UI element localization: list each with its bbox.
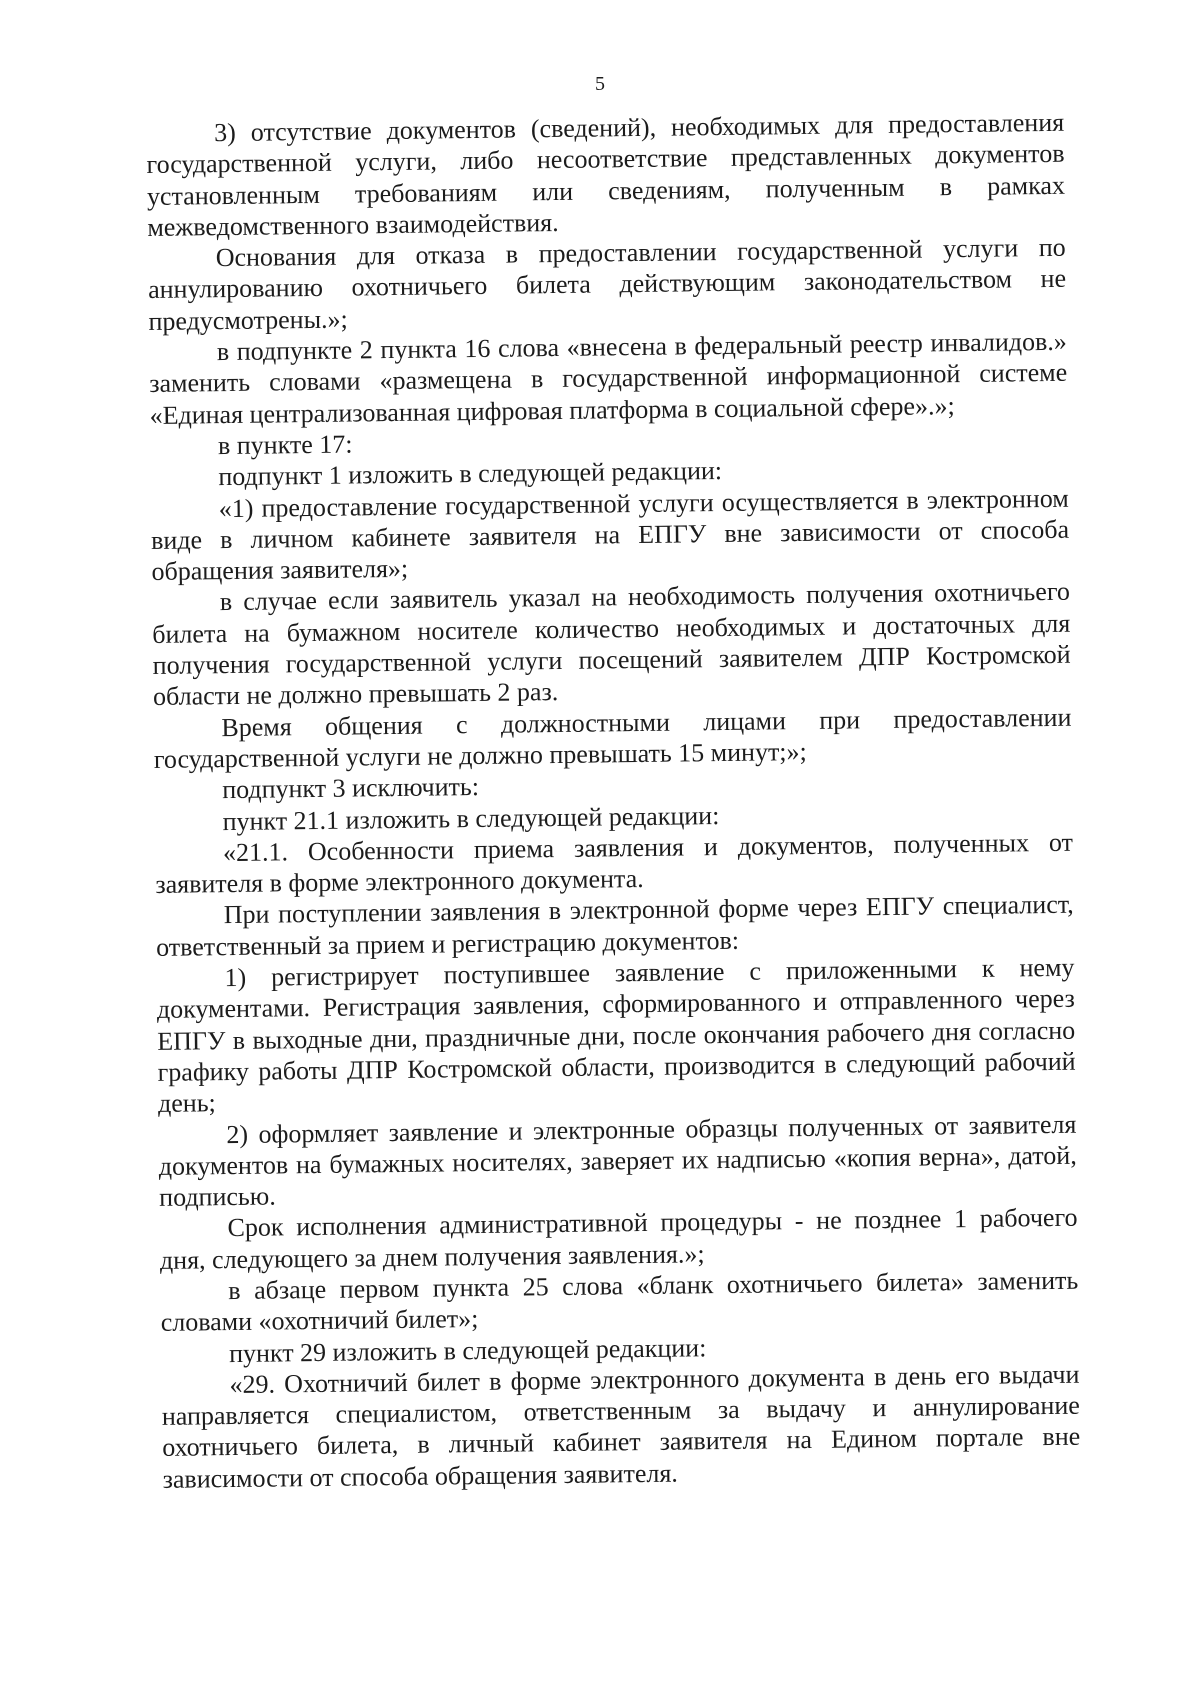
paragraph: в абзаце первом пункта 25 слова «бланк охотничьего билета» заменить словами «охотничий билет»; (160, 1265, 1079, 1338)
paragraph: пункт 29 изложить в следующей редакции: (228, 1332, 707, 1368)
paragraph: При поступлении заявления в электронной форме через ЕПГУ специалист, ответственный за прием и регистрацию документов: (155, 890, 1074, 962)
paragraph: пункт 21.1 изложить в следующей редакции: (222, 800, 720, 836)
page-number: 5 (595, 73, 605, 95)
paragraph: подпункт 1 изложить в следующей редакции: (218, 456, 723, 492)
paragraph: «1) предоставление государственной услуги осуществляется в электронном виде в личном кабинете заявителя на ЕПГУ вне зависимости от способа обращения заявителя»; (150, 483, 1070, 587)
document-body (146, 107, 1081, 1495)
paragraph: подпункт 3 исключить: (222, 772, 480, 805)
paragraph: «29. Охотничий билет в форме электронного документа в день его выдачи направляется специалистом, ответственным за выдачу и аннулирование охотничьего билета, в личный кабинет заявителя на Едином портале вне зависимости от способа обращения заявителя. (161, 1359, 1081, 1494)
paragraph: в подпункте 2 пункта 16 слова «внесена в федеральный реестр инвалидов.» заменить словами «размещена в государственной информационной системе «Единая централизованная цифровая платформа в социальной сфере».»; (149, 326, 1068, 430)
paragraph: 3) отсутствие документов (сведений), необходимых для предоставления государственной услуги, либо несоответствие представленных документов установленным требованиям или сведениям, полученным в рамках межведомственного взаимодействия. (146, 107, 1066, 242)
paragraph: Срок исполнения административной процедуры - не позднее 1 рабочего дня, следующего за днем получения заявления.»; (159, 1203, 1078, 1275)
paragraph: 2) оформляет заявление и электронные образцы полученных от заявителя документов на бумажных носителях, заверяет их надписью «копия верна», датой, подписью. (158, 1109, 1077, 1213)
paragraph: 1) регистрирует поступившее заявление с приложенными к нему документами. Регистрация заявления, сформированного и отправленного через ЕПГУ в выходные дни, праздничные дни, после окончания рабочего дня согласно графику работы ДПР Костромской области, производится в следующий рабочий день; (156, 952, 1076, 1119)
paragraph: Время общения с должностными лицами при предоставлении государственной услуги не должно превышать 15 минут;»; (153, 702, 1072, 774)
paragraph: Основания для отказа в предоставлении государственной услуги по аннулированию охотничьего билета действующим законодательством не предусмотрены.»; (147, 232, 1067, 336)
paragraph: в пункте 17: (217, 429, 353, 461)
paragraph: «21.1. Особенности приема заявления и документов, полученных от заявителя в форме электронного документа. (155, 827, 1074, 900)
paragraph: в случае если заявитель указал на необходимость получения охотничьего билета на бумажном носителе количество необходимых и достаточных для получения государственной услуги посещений заявителем ДПР Костромской области не должно превышать 2 раз. (152, 577, 1071, 712)
